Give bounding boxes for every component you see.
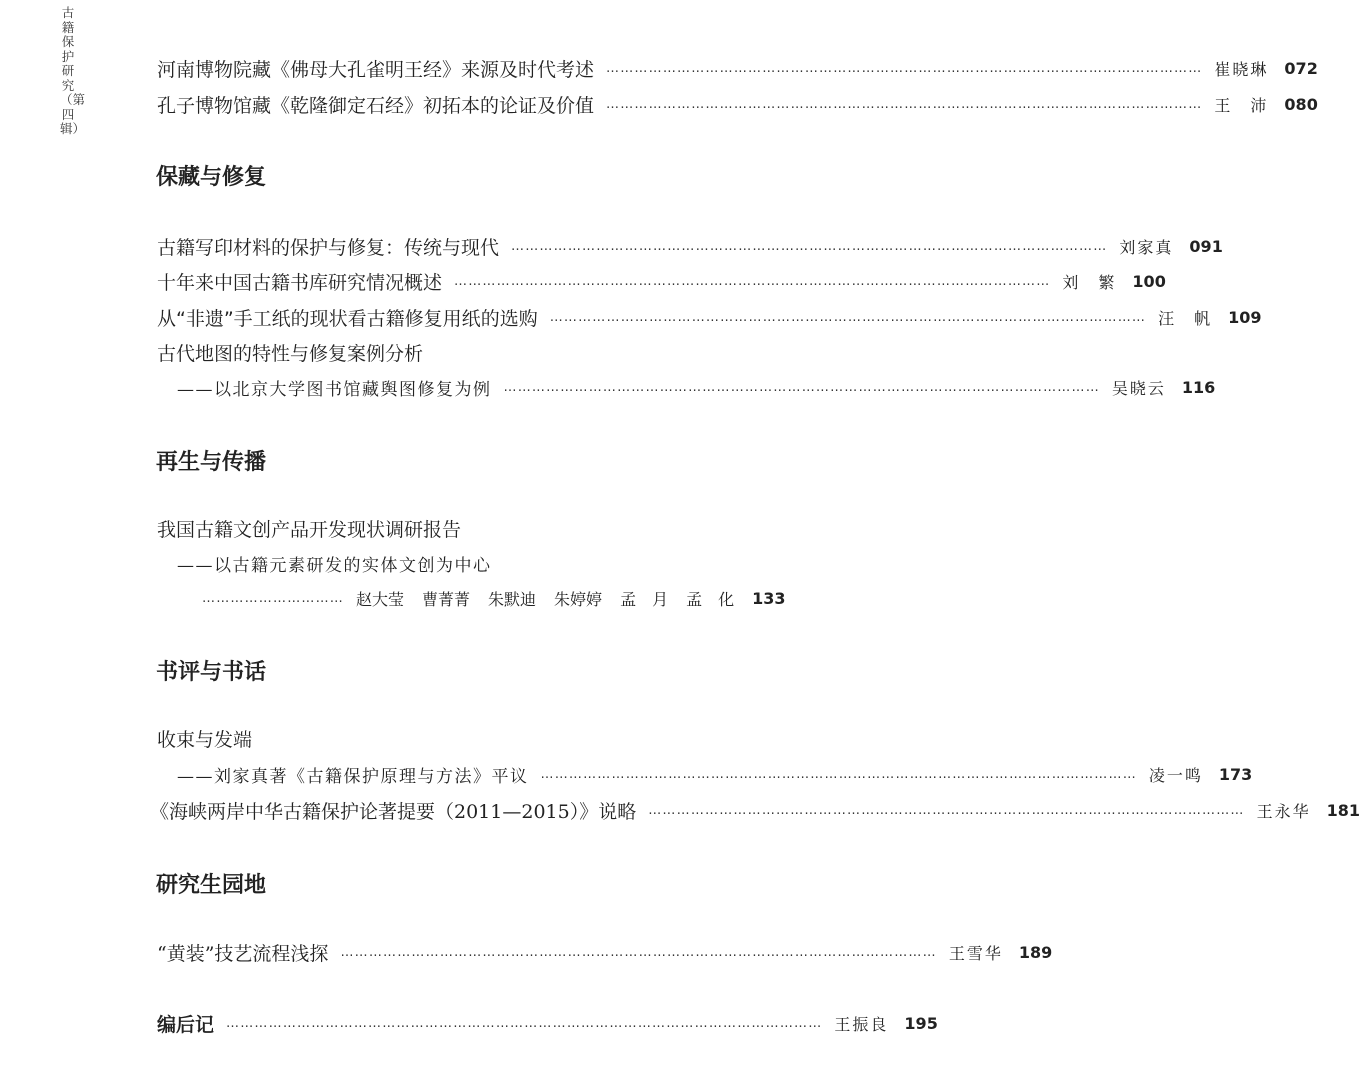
toc-entry-title-line[interactable] xyxy=(157,513,834,543)
entry-subtitle: ——以北京大学图书馆藏舆图修复为例 xyxy=(177,379,492,400)
entry-title: 河南博物院藏《佛母大孔雀明王经》来源及时代考述 xyxy=(157,58,595,81)
entry-page: 173 xyxy=(1218,764,1253,784)
toc-entry[interactable] xyxy=(157,231,1223,261)
toc-entry[interactable] xyxy=(157,266,1166,296)
entry-page: 080 xyxy=(1284,94,1318,114)
toc-entry[interactable] xyxy=(157,302,1262,332)
entry-author: 王 沛 xyxy=(1214,95,1267,115)
entry-author: 孟 化 xyxy=(686,589,735,609)
entry-author: 凌一鸣 xyxy=(1148,765,1201,785)
toc-entry-subtitle-line[interactable] xyxy=(177,372,1216,402)
entry-page: 133 xyxy=(752,588,786,608)
entry-title: 从“非遗”手工纸的现状看古籍修复用纸的选购 xyxy=(157,307,538,330)
entry-page: 195 xyxy=(904,1013,938,1033)
toc-entry-authors-line[interactable] xyxy=(202,583,834,613)
section-heading: 书评与书话 xyxy=(156,659,267,685)
entry-author: 汪 帆 xyxy=(1158,308,1211,328)
entry-author: 刘家真 xyxy=(1119,237,1172,257)
entry-author: 吴晓云 xyxy=(1111,378,1164,398)
leader-dots: ……………………………………………………………………………………………………………… xyxy=(503,379,1100,395)
leader-dots: ……………………………………………………………………………………………………………… xyxy=(606,60,1203,76)
toc-entry-title-line[interactable] xyxy=(157,337,834,367)
running-head: 古籍保护研究（第四辑） xyxy=(60,5,86,136)
leader-dots: ……………………………………………………………………………………………………………… xyxy=(549,309,1147,325)
entry-title: 孔子博物馆藏《乾隆御定石经》初拓本的论证及价值 xyxy=(157,94,595,117)
entry-subtitle: ——刘家真著《古籍保护原理与方法》平议 xyxy=(177,766,529,787)
entry-page: 109 xyxy=(1228,307,1262,327)
leader-dots: ……………………………………………………………………………………………………………… xyxy=(226,1015,823,1031)
toc-entry[interactable] xyxy=(150,795,1360,825)
leader-dots: ……………………………………………………………………………………………………………… xyxy=(540,766,1137,782)
entry-author: 朱默迪 xyxy=(488,589,537,609)
entry-title: 收束与发端 xyxy=(157,728,253,751)
entry-author: 刘 繁 xyxy=(1062,272,1115,292)
entry-author: 朱婷婷 xyxy=(554,589,603,609)
entry-subtitle: ——以古籍元素研发的实体文创为中心 xyxy=(177,555,492,576)
entry-author: 崔晓琳 xyxy=(1214,59,1267,79)
leader-dots: ……………………………………………………………………………………………………………… xyxy=(511,238,1108,254)
entry-page: 181 xyxy=(1326,800,1360,820)
toc-entry-subtitle-line[interactable] xyxy=(177,759,1253,789)
toc-entry[interactable] xyxy=(157,89,1318,119)
entry-author: 赵大莹 xyxy=(356,589,405,609)
section-heading: 再生与传播 xyxy=(156,449,267,475)
entry-author: 王永华 xyxy=(1256,801,1309,821)
leader-dots: ………………………… xyxy=(202,590,344,606)
section-heading: 研究生园地 xyxy=(156,872,267,898)
toc-entry-title-line[interactable] xyxy=(157,723,834,753)
toc-entry-afterword[interactable] xyxy=(157,1008,938,1038)
section-heading: 保藏与修复 xyxy=(156,164,267,190)
entry-title: 编后记 xyxy=(157,1013,215,1036)
entry-title: “黄装”技艺流程浅探 xyxy=(157,942,329,965)
leader-dots: ……………………………………………………………………………………………………………… xyxy=(454,273,1051,289)
leader-dots: ……………………………………………………………………………………………………………… xyxy=(606,96,1203,112)
entry-page: 116 xyxy=(1181,377,1216,397)
entry-page: 100 xyxy=(1132,271,1166,291)
entry-author: 王振良 xyxy=(834,1014,887,1034)
toc-entry[interactable] xyxy=(157,53,1318,83)
entry-author: 曹菁菁 xyxy=(422,589,471,609)
entry-title: 我国古籍文创产品开发现状调研报告 xyxy=(157,518,462,541)
entry-title: 古籍写印材料的保护与修复：传统与现代 xyxy=(157,236,500,259)
leader-dots: ……………………………………………………………………………………………………………… xyxy=(340,944,937,960)
entry-title: 古代地图的特性与修复案例分析 xyxy=(157,342,424,365)
entry-page: 189 xyxy=(1018,942,1053,962)
entry-page: 091 xyxy=(1189,236,1223,256)
entry-author: 孟 月 xyxy=(620,589,669,609)
entry-page: 072 xyxy=(1284,58,1318,78)
entry-title: 十年来中国古籍书库研究情况概述 xyxy=(157,271,443,294)
toc-entry[interactable] xyxy=(157,937,1053,967)
entry-author: 王雪华 xyxy=(948,943,1001,963)
entry-title: 《海峡两岸中华古籍保护论著提要（2011—2015）》说略 xyxy=(150,800,637,823)
leader-dots: ……………………………………………………………………………………………………………… xyxy=(648,802,1245,818)
entry-authors xyxy=(356,587,734,610)
toc-entry-subtitle-line xyxy=(177,548,834,578)
